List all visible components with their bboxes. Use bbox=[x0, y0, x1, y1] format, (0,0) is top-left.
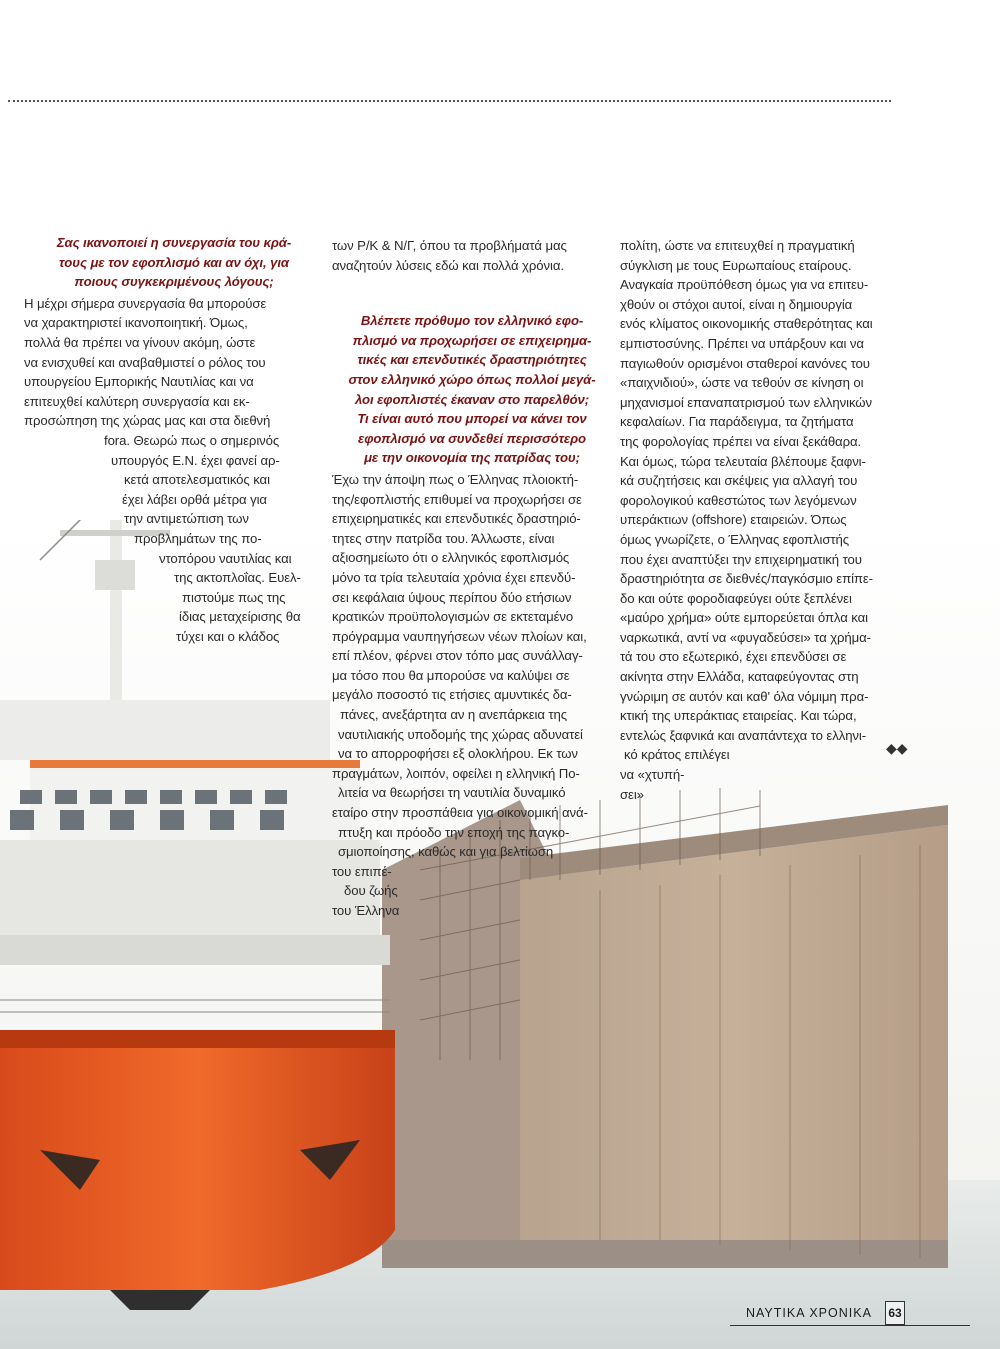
text-line: κρατικών προϋπολογισμών σε εκτεταμένο bbox=[332, 609, 574, 625]
column-3 bbox=[620, 236, 880, 804]
question-line: ποιους συγκεκριμένους λόγους; bbox=[74, 274, 274, 290]
answer-1 bbox=[24, 294, 324, 647]
interview-question-2 bbox=[332, 311, 612, 468]
text-line: πιστούμε πως της bbox=[182, 589, 286, 605]
text-line: υπουργείου Εμπορικής Ναυτιλίας και να bbox=[24, 374, 254, 390]
text-line: «μαύρο χρήμα» ούτε εμπορεύεται όπλα και bbox=[620, 610, 868, 626]
answer-2-continued bbox=[620, 236, 880, 804]
text-line: μόνο τα τρία τελευταία χρόνια έχει επενδύ- bbox=[332, 569, 576, 585]
text-line: λιτεία να θεωρήσει τη ναυτιλία δυναμικό bbox=[338, 785, 566, 801]
text-line: κό κράτος επιλέγει bbox=[624, 747, 730, 763]
text-line: σει κεφάλαια ύψους περίπου δύο ετήσιων bbox=[332, 589, 572, 605]
text-line: του Έλληνα bbox=[332, 903, 400, 918]
text-line: Έχω την άποψη πως ο Έλληνας πλοιοκτή- bbox=[332, 471, 579, 487]
answer-2 bbox=[332, 470, 612, 921]
text-line: να ενισχυθεί και αναβαθμιστεί ο ρόλος του bbox=[24, 354, 266, 370]
text-line: ντοπόρου ναυτιλίας και bbox=[159, 550, 292, 566]
text-line: σύγκλιση με τους Ευρωπαίους εταίρους. bbox=[620, 257, 852, 273]
text-line: της/εφοπλιστής επιθυμεί να προχωρήσει σε bbox=[332, 491, 582, 507]
text-line: τά του στο εξωτερικό, έχει επενδύσει σε bbox=[620, 649, 847, 665]
text-line: επί πλέον, φέρνει στον τόπο μας συνάλλαγ- bbox=[332, 648, 583, 664]
column-2 bbox=[332, 236, 612, 921]
question-line: τους με τον εφοπλισμό και αν όχι, για bbox=[59, 254, 289, 270]
text-line: υπεράκτιων (offshore) εταιρειών. Όπως bbox=[620, 512, 847, 528]
text-line: δραστηριότητα σε διεθνές/παγκόσμιο επίπε- bbox=[620, 571, 873, 587]
text-line: πτυξη και πρόοδο την εποχή της παγκο- bbox=[338, 824, 570, 840]
question-line: λοι εφοπλιστές έκαναν στο παρελθόν; bbox=[354, 391, 590, 407]
text-line: σει» bbox=[620, 786, 644, 802]
column-1 bbox=[24, 233, 324, 646]
question-line: με την οικονομία της πατρίδας του; bbox=[364, 450, 580, 466]
text-line: κά συζητήσεις και σκέψεις για αλλαγή του bbox=[620, 473, 858, 489]
text-line: εταίρο στην προσπάθεια για οικονομική ανά- bbox=[332, 805, 588, 821]
text-line: να χαρακτηριστεί ικανοποιητική. Όμως, bbox=[24, 315, 248, 331]
question-line: πλισμό να προχωρήσει σε επιχειρημα- bbox=[352, 332, 592, 348]
text-line: αναζητούν λύσεις εδώ και πολλά χρόνια. bbox=[332, 257, 564, 273]
text-line: τητες στην πατρίδα του. Άλλωστε, είναι bbox=[332, 530, 555, 546]
text-line: της φορολογίας πρέπει να είναι ξεκάθαρα. bbox=[620, 433, 862, 449]
text-line: πολλά θα πρέπει να γίνουν ακόμη, ώστε bbox=[24, 334, 256, 350]
text-line: μεγάλο ποσοστό τις ετήσιες αμυντικές δα- bbox=[332, 687, 572, 703]
text-line: όμως γνωρίζετε, ο Έλληνας εφοπλιστής bbox=[620, 531, 850, 547]
text-line: προβλημάτων της πο- bbox=[134, 530, 262, 546]
text-line: ναρκωτικά, αντί να «φυγαδεύσει» τα χρήμα- bbox=[620, 629, 871, 645]
text-line: Και όμως, τώρα τελευταία βλέπουμε ξαφνι- bbox=[620, 453, 866, 469]
question-line: Τι είναι αυτό που μπορεί να κάνει τον bbox=[357, 411, 587, 427]
text-line: παγιωθούν ορισμένοι σταθεροί κανόνες του bbox=[620, 355, 870, 371]
text-line: μηχανισμοί επαναπατρισμού των ελληνικών bbox=[620, 394, 872, 410]
text-line: fora. Θεωρώ πως ο σημερινός bbox=[104, 432, 280, 448]
interview-question-1 bbox=[24, 233, 324, 292]
text-line: εντελώς ξαφνικά και αναπάντεχα το ελληνι- bbox=[620, 727, 867, 743]
text-line: προσώπηση της χώρας μας και στα διεθνή bbox=[24, 413, 271, 429]
text-line: επιτευχθεί καλύτερη συνεργασία και εκ- bbox=[24, 393, 250, 409]
text-line: της ακτοπλοΐας. Ευελ- bbox=[174, 570, 301, 586]
text-line: σμιοποίησης, καθώς και για βελτίωση bbox=[338, 844, 554, 860]
top-dotted-rule bbox=[8, 100, 891, 102]
text-line: την αντιμετώπιση των bbox=[124, 511, 249, 527]
text-line: κεφαλαίων. Για παράδειγμα, τα ζητήματα bbox=[620, 414, 854, 430]
text-line: ίδιας μεταχείρισης θα bbox=[179, 609, 301, 625]
text-line: δου ζωής bbox=[344, 883, 398, 899]
answer-1-continued bbox=[332, 236, 612, 275]
text-line: επιχειρηματικές και επενδυτικές δραστηριό- bbox=[332, 511, 581, 527]
footer-rule bbox=[730, 1325, 970, 1326]
text-line: ενός κλίματος οικονομικής σταθερότητας και bbox=[620, 316, 873, 332]
text-line: γνώριμη σε αυτόν και καθ' όλα νόμιμη πρα- bbox=[620, 688, 869, 704]
text-line: κτική της υπεράκτιας εταιρείας. Και τώρα, bbox=[620, 708, 857, 724]
text-line: Η μέχρι σήμερα συνεργασία θα μπορούσε bbox=[24, 295, 267, 311]
text-line: εμπιστοσύνης. Πρέπει να υπάρξουν και να bbox=[620, 335, 864, 351]
question-line: στον ελληνικό χώρο όπως πολλοί μεγά- bbox=[348, 371, 596, 387]
end-of-article-icon: ◆◆ bbox=[886, 740, 908, 756]
question-line: εφοπλισμό να συνδεθεί περισσότερο bbox=[358, 430, 586, 446]
text-line: πάνες, ανεξάρτητα αν η ανεπάρκεια της bbox=[340, 707, 568, 723]
text-line: τύχει και ο κλάδος bbox=[176, 628, 280, 644]
text-line: του επιπέ- bbox=[332, 863, 392, 879]
text-line: πραγμάτων, λοιπόν, οφείλει η ελληνική Πο- bbox=[332, 765, 580, 781]
text-line: πολίτη, ώστε να επιτευχθεί η πραγματική bbox=[620, 238, 855, 253]
text-line: μα τόσο που θα μπορούσε να καλύψει σε bbox=[332, 667, 570, 683]
magazine-name: ΝΑΥΤΙΚΑ ΧΡΟΝΙΚΑ bbox=[746, 1306, 872, 1320]
page-number: 63 bbox=[885, 1301, 905, 1325]
text-line: έχει λάβει ορθά μέτρα για bbox=[122, 491, 267, 507]
question-line: Βλέπετε πρόθυμο τον ελληνικό εφο- bbox=[360, 313, 584, 329]
text-line: «παιχνιδιού», ώστε να τεθούν σε κίνηση οι bbox=[620, 375, 864, 391]
text-line: υπουργός Ε.Ν. έχει φανεί αρ- bbox=[111, 452, 280, 468]
text-line: ακίνητα στην Ελλάδα, καταφεύγοντας στη bbox=[620, 669, 859, 685]
question-line: τικές και επενδυτικές δραστηριότητες bbox=[357, 352, 587, 368]
text-line: αξιοσημείωτο ότι ο ελληνικός εφοπλισμός bbox=[332, 550, 570, 566]
text-line: δο και ούτε φοροδιαφεύγει ούτε ξεπλένει bbox=[620, 590, 852, 606]
text-line: που έχει αναπτύξει την επιχειρηματική του bbox=[620, 551, 862, 567]
text-line: Αναγκαία προϋπόθεση όμως για να επιτευ- bbox=[620, 277, 869, 293]
text-line: να το απορροφήσει εξ ολοκλήρου. Εκ των bbox=[338, 746, 578, 762]
text-line: χθούν οι στόχοι αυτοί, είναι η δημιουργία bbox=[620, 296, 853, 312]
text-line: κετά αποτελεσματικός και bbox=[124, 472, 270, 488]
question-line: Σας ικανοποιεί η συνεργασία του κρά- bbox=[56, 235, 292, 250]
text-line: φορολογικού καθεστώτος των λεγόμενων bbox=[620, 492, 857, 508]
text-line: να «χτυπή- bbox=[620, 767, 685, 783]
text-line: των Ρ/Κ & Ν/Γ, όπου τα προβλήματά μας bbox=[332, 238, 567, 253]
text-line: ναυτιλιακής υποδομής της χώρας αδυνατεί bbox=[338, 726, 583, 742]
text-line: πρόγραμμα ναυπηγήσεων νέων πλοίων και, bbox=[332, 628, 587, 644]
